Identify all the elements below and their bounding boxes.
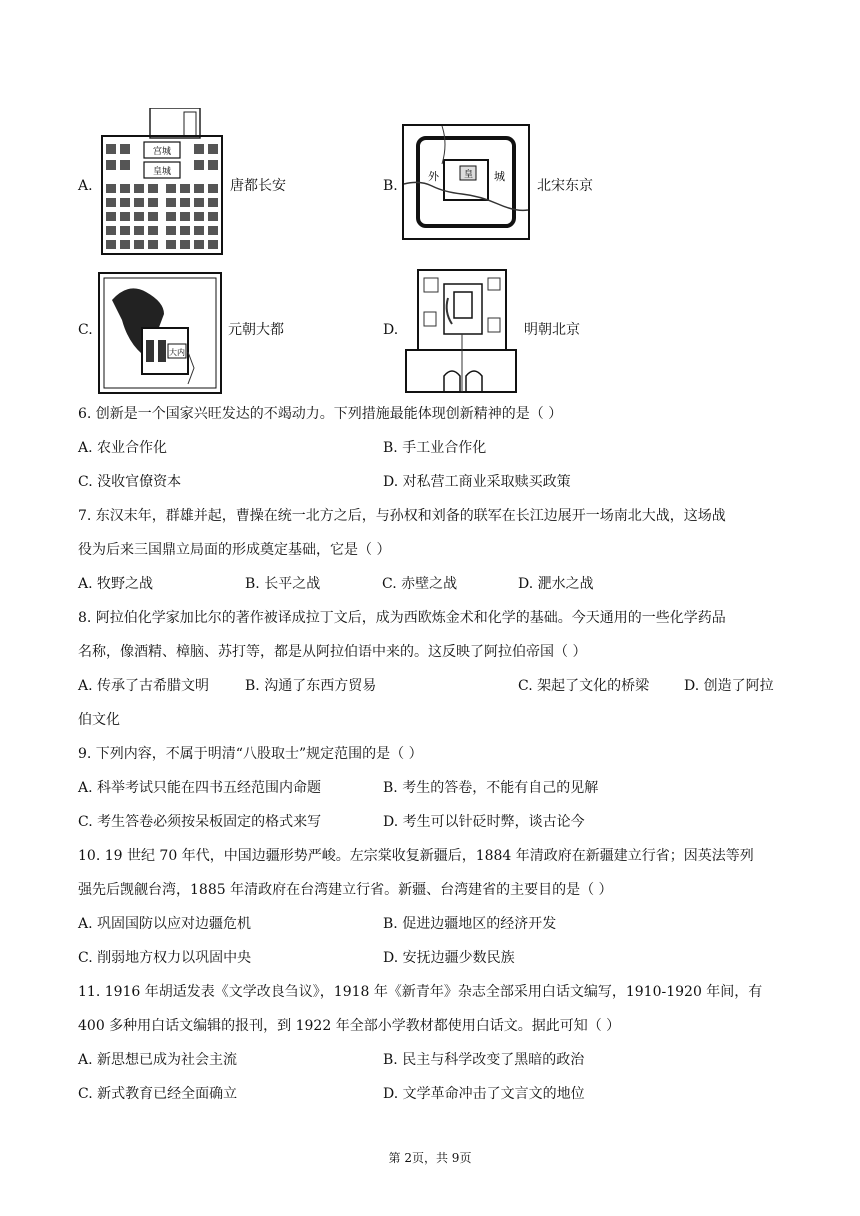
question-9-option-b: B. 考生的答卷，不能有自己的见解 [383,780,599,796]
question-6-option-b: B. 手工业合作化 [383,440,487,456]
song-dongjing-map [402,124,530,240]
question-8-stem-line-2: 名称，像酒精、樟脑、苏打等，都是从阿拉伯语中来的。这反映了阿拉伯帝国（ ） [78,644,587,660]
option-d-caption: 明朝北京 [524,322,580,338]
question-10-option-b: B. 促进边疆地区的经济开发 [383,916,557,932]
question-11-option-b: B. 民主与科学改变了黑暗的政治 [383,1052,585,1068]
ming-beijing-map [404,268,518,394]
question-6-option-c: C. 没收官僚资本 [78,474,182,490]
question-10-stem-line-1: 10. 19 世纪 70 年代，中国边疆形势严峻。左宗棠收复新疆后，1884 年清政府在新疆建立行省；因英法等列 [78,848,754,864]
b-inner-text: 皇 [464,170,474,180]
question-11-option-d: D. 文学革命冲击了文言文的地位 [383,1086,585,1102]
question-9-option-c: C. 考生答卷必须按呆板固定的格式来写 [78,814,322,830]
question-9-option-d: D. 考生可以针砭时弊，谈古论今 [383,814,585,830]
question-6-option-d: D. 对私营工商业采取赎买政策 [383,474,571,490]
a-imperial-city-text: 皇城 [152,167,172,177]
question-11-stem-line-1: 11. 1916 年胡适发表《文学改良刍议》，1918 年《新青年》杂志全部采用白话文编写，1910-1920 年间，有 [78,984,763,1000]
question-7-option-b: B. 长平之战 [245,576,321,592]
question-7-option-a: A. 牧野之战 [78,576,154,592]
question-7-option-d: D. 淝水之战 [518,576,594,592]
c-inner-text: 大内 [169,348,185,357]
question-7-stem-line-1: 7. 东汉末年，群雄并起，曹操在统一北方之后，与孙权和刘备的联军在长江边展开一场南北大战，这场战 [78,508,726,524]
option-c-caption: 元朝大都 [228,322,284,338]
question-8-option-d: D. 创造了阿拉 [684,678,774,694]
yuan-dadu-map [98,272,222,394]
page-number-footer: 第 2页，共 9页 [388,1151,472,1165]
question-11-option-a: A. 新思想已成为社会主流 [78,1052,238,1068]
question-7-stem-line-2: 役为后来三国鼎立局面的形成奠定基础，它是（ ） [78,542,391,558]
b-outer-text-2: 城 [494,170,505,183]
option-a-caption: 唐都长安 [230,178,286,194]
question-9-option-a: A. 科举考试只能在四书五经范围内命题 [78,780,322,796]
question-8-option-a: A. 传承了古希腊文明 [78,678,210,694]
question-9-stem: 9. 下列内容，不属于明清“八股取士”规定范围的是（ ） [78,746,423,762]
option-b-caption: 北宋东京 [537,178,593,194]
question-6-option-a: A. 农业合作化 [78,440,168,456]
question-10-option-c: C. 削弱地方权力以巩固中央 [78,950,252,966]
option-d-letter: D. [383,322,399,338]
b-outer-text: 外 [428,170,439,183]
question-8-option-c: C. 架起了文化的桥梁 [518,678,650,694]
question-6-stem: 6. 创新是一个国家兴旺发达的不竭动力。下列措施最能体现创新精神的是（ ） [78,406,563,422]
question-10-option-d: D. 安抚边疆少数民族 [383,950,515,966]
question-7-option-c: C. 赤壁之战 [382,576,458,592]
question-8-option-d-continuation: 伯文化 [78,712,120,728]
option-c-letter: C. [78,322,93,338]
question-11-option-c: C. 新式教育已经全面确立 [78,1086,238,1102]
tang-changan-map [100,108,224,256]
option-a-letter: A. [78,178,93,194]
question-8-stem-line-1: 8. 阿拉伯化学家加比尔的著作被译成拉丁文后，成为西欧炼金术和化学的基础。今天通用的一些化学药品 [78,610,726,626]
question-10-option-a: A. 巩固国防以应对边疆危机 [78,916,252,932]
a-palace-text: 宫城 [152,147,172,157]
option-b-letter: B. [383,178,398,194]
question-8-option-b: B. 沟通了东西方贸易 [245,678,377,694]
question-11-stem-line-2: 400 多种用白话文编辑的报刊，到 1922 年全部小学教材都使用白话文。据此可知（ ） [78,1018,621,1034]
question-10-stem-line-2: 强先后觊觎台湾，1885 年清政府在台湾建立行省。新疆、台湾建省的主要目的是（ ） [78,882,613,898]
